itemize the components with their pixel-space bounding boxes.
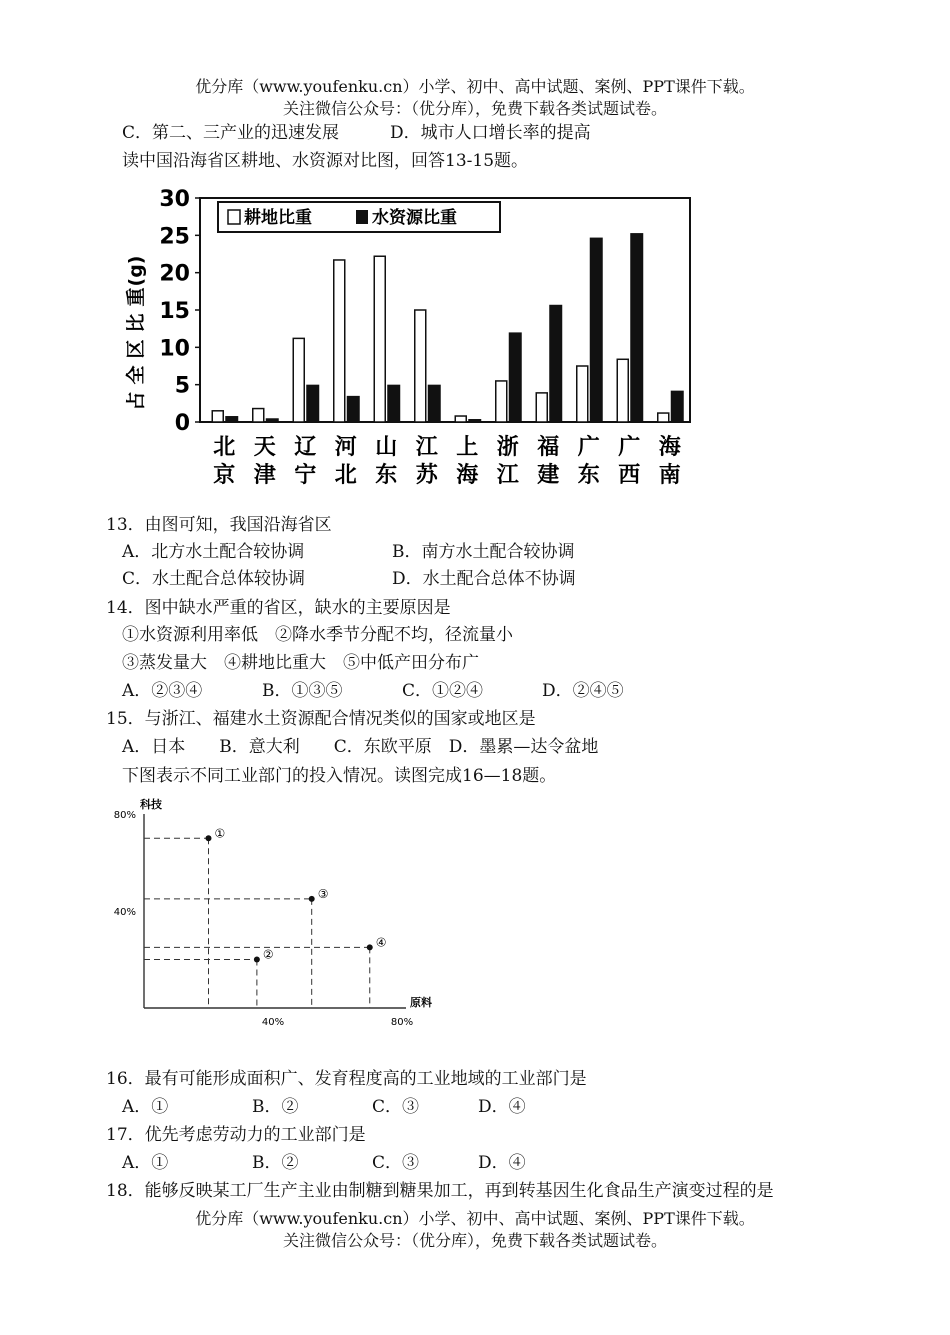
bar-cropland-海南 [658,413,669,422]
q17-stem: 17．优先考虑劳动力的工业部门是 [106,1125,366,1145]
bar-cropland-辽宁 [293,338,304,422]
bar-water-广东 [590,238,603,422]
bar-water-福建 [549,305,562,422]
data-point-label: ① [214,826,226,841]
scatter-chart [100,788,460,1038]
category-label-char: 江 [496,463,519,488]
q13-stem: 13．由图可知，我国沿海省区 [106,515,332,535]
x-tick-label: 80% [390,1017,414,1028]
bar-water-海南 [671,391,684,422]
category-label-char: 上 [456,435,479,460]
y-tick-label: 5 [174,373,190,399]
q13-option-c: C．水土配合总体较协调 [122,569,306,589]
data-point-label: ④ [375,935,387,950]
legend-swatch-water [356,210,368,224]
q13-option-d: D．水土配合总体不协调 [392,569,576,589]
category-label-char: 海 [456,463,479,488]
y-axis-label: 科技 [140,798,162,811]
q14-option-c: C．①②④ [402,681,484,701]
y-axis-label-char: 全 [125,365,147,385]
category-label-char: 海 [658,435,681,460]
previous-question-options: C．第二、三产业的迅速发展 D．城市人口增长率的提高 [122,123,591,143]
bar-cropland-江苏 [415,310,426,422]
category-label-char: 山 [375,435,398,460]
q14-option-a: A．②③④ [122,681,203,701]
bar-water-河北 [347,396,360,422]
bar-cropland-广西 [617,359,628,422]
y-tick-label: 80% [113,810,136,821]
q17-option-d: D．④ [478,1153,526,1173]
q18-stem: 18．能够反映某工厂生产主业由制糖到糖果加工，再到转基因生化食品生产演变过程的是 [106,1181,774,1201]
q14-statements-2: ③蒸发量大 ④耕地比重大 ⑤中低产田分布广 [122,653,479,673]
category-label-char: 广 [618,435,641,460]
y-tick-label: 20 [159,261,190,287]
category-label-char: 浙 [496,435,519,460]
category-label-char: 河 [334,435,357,460]
bar-water-广西 [630,233,643,422]
category-label-char: 苏 [415,463,438,488]
q17-option-c: C．③ [372,1153,420,1173]
bar-water-浙江 [509,332,522,422]
y-tick-label: 40% [113,907,136,918]
y-axis-label-char: 区 [125,339,147,359]
q16-option-a: A．① [122,1097,169,1117]
legend-label-cropland: 耕地比重 [244,208,312,228]
category-label-char: 北 [213,435,236,460]
bar-water-山东 [387,385,400,422]
category-label-char: 北 [334,463,357,488]
legend [218,202,500,232]
y-axis-label [124,256,147,411]
legend-label-water: 水资源比重 [372,208,457,228]
category-label-char: 东 [375,463,398,488]
legend-swatch-cropland [228,210,240,224]
x-tick-label: 40% [261,1017,285,1028]
bar-cropland-福建 [536,393,547,422]
y-tick-label: 15 [159,299,190,324]
intro-chart-2: 下图表示不同工业部门的投入情况。读图完成16—18题。 [122,766,557,786]
y-axis-label-char: 重 [125,287,147,307]
x-axis-label: 原料 [410,996,432,1009]
bar-cropland-浙江 [496,381,507,422]
bar-chart [120,186,720,496]
y-axis-label-char: 比 [125,313,147,333]
bar-cropland-北京 [212,411,223,422]
category-label-char: 西 [618,463,641,488]
q13-option-b: B．南方水土配合较协调 [392,542,575,562]
footer-line-2: 关注微信公众号：（优分库），免费下载各类试题试卷。 [282,1231,667,1250]
q14-stem: 14．图中缺水严重的省区，缺水的主要原因是 [106,598,451,618]
y-axis-label-char: 占 [125,391,147,411]
category-label-char: 江 [415,435,438,460]
data-point-label: ③ [317,886,329,901]
q16-stem: 16．最有可能形成面积广、发育程度高的工业地域的工业部门是 [106,1069,587,1089]
data-point-4 [367,944,373,950]
category-label-char: 辽 [294,435,317,460]
q16-option-b: B．② [252,1097,299,1117]
bar-cropland-天津 [253,409,264,422]
q15-options: A．日本 B．意大利 C．东欧平原 D．墨累—达令盆地 [122,737,599,757]
category-label-char: 津 [253,463,276,488]
q17-option-a: A．① [122,1153,169,1173]
q13-option-a: A．北方水土配合较协调 [122,542,305,562]
category-label-char: 广 [577,435,600,460]
category-label-char: 京 [213,463,236,488]
q14-option-d: D．②④⑤ [542,681,624,701]
bar-water-辽宁 [306,385,319,422]
data-point-2 [254,957,260,963]
data-point-3 [309,896,315,902]
q14-statements-1: ①水资源利用率低 ②降水季节分配不均，径流量小 [122,625,513,645]
intro-chart-1: 读中国沿海省区耕地、水资源对比图，回答13-15题。 [122,151,529,171]
y-axis-label-char: (g) [125,255,147,287]
bar-water-上海 [468,419,481,422]
q14-option-b: B．①③⑤ [262,681,343,701]
bar-cropland-河北 [334,260,345,422]
y-tick-label: 0 [174,411,190,436]
y-tick-label: 10 [159,336,190,362]
bar-cropland-山东 [374,256,385,422]
y-tick-label: 25 [159,224,190,250]
data-point-1 [206,835,212,841]
q15-stem: 15．与浙江、福建水土资源配合情况类似的国家或地区是 [106,709,536,729]
category-label-char: 天 [253,435,276,460]
bar-cropland-广东 [577,366,588,422]
q17-option-b: B．② [252,1153,299,1173]
q16-option-d: D．④ [478,1097,526,1117]
data-point-label: ② [262,947,274,962]
bar-water-天津 [266,418,279,422]
footer-line-1: 优分库（www.youfenku.cn）小学、初中、高中试题、案例、PPT课件下载。 [195,1209,755,1228]
header-line-2: 关注微信公众号：（优分库），免费下载各类试题试卷。 [282,99,667,118]
y-tick-label: 30 [159,187,190,212]
category-label-char: 东 [577,463,600,488]
header-line-1: 优分库（www.youfenku.cn）小学、初中、高中试题、案例、PPT课件下载。 [195,77,755,96]
category-label-char: 福 [537,435,560,460]
bar-cropland-上海 [455,416,466,422]
category-label-char: 宁 [294,463,317,488]
bar-water-北京 [225,416,238,422]
q16-option-c: C．③ [372,1097,420,1117]
bar-water-江苏 [428,385,441,422]
category-label-char: 建 [537,463,560,488]
category-label-char: 南 [658,463,681,488]
